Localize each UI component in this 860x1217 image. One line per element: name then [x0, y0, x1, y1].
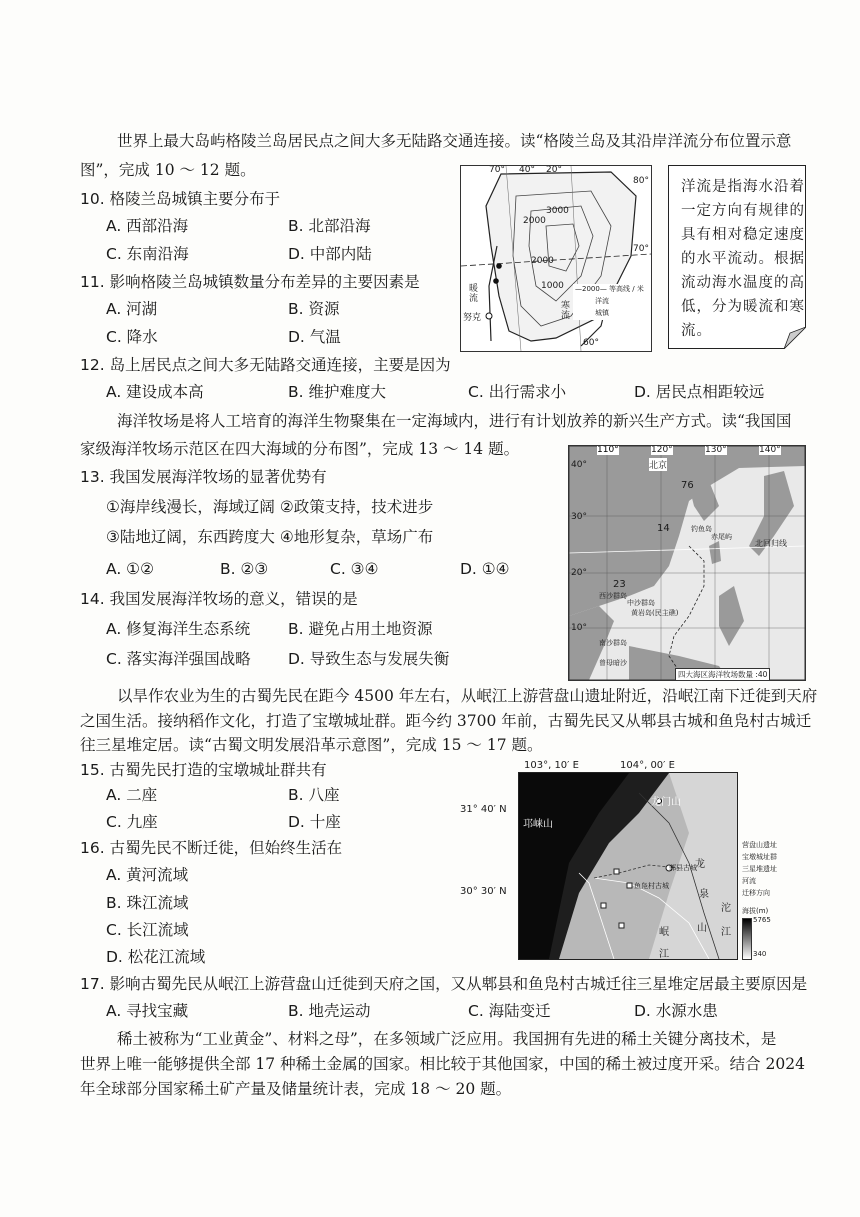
tropic-of-cancer-label: 北回归线 — [755, 539, 787, 548]
q16-option-b[interactable]: B. 珠江流域 — [106, 894, 189, 912]
q13-option-a[interactable]: A. ①② — [106, 560, 154, 578]
legend-river: 河流 — [742, 877, 756, 885]
intro-paragraph-3-line-1: 以旱作农业为生的古蜀先民在距今 4500 年左右，从岷江上游营盘山遗址附近，沿岷江南下迁徙到天府 — [117, 687, 818, 705]
contour-label-2000: 2000 — [523, 216, 546, 226]
lat-30-30: 30° 30′ N — [460, 886, 507, 897]
q10-option-a[interactable]: A. 西部沿海 — [106, 217, 189, 235]
lon-110: 110° — [597, 445, 619, 455]
map-legend: 四大海区海洋牧场数量 :40 — [675, 668, 770, 681]
intro-paragraph-2-line-2: 家级海洋牧场示范区在四大海域的分布图”，完成 13 ～ 14 题。 — [80, 440, 520, 458]
lon-140: 140° — [759, 445, 781, 455]
q14-option-b[interactable]: B. 避免占用土地资源 — [288, 620, 433, 638]
lon-104-00: 104°, 00′ E — [620, 760, 675, 771]
legend-sanxingdui: 三星堆遗址 — [742, 865, 777, 873]
q15-option-b[interactable]: B. 八座 — [288, 786, 340, 804]
q13-option-b[interactable]: B. ②③ — [220, 560, 269, 578]
qionglai-mountain-label: 邛崃山 — [523, 819, 553, 830]
ocean-current-note — [668, 165, 806, 349]
question-16-stem: 16. 古蜀先民不断迁徙，但始终生活在 — [80, 839, 343, 857]
note-line-5: 流动海水温度的高 — [681, 275, 805, 291]
q15-option-a[interactable]: A. 二座 — [106, 786, 158, 804]
min-river-label-1: 岷 — [659, 927, 669, 938]
cold-current-label: 寒流 — [561, 301, 571, 321]
greenland-lon-20: 20° — [546, 165, 562, 175]
contour-label-3000: 3000 — [546, 206, 569, 216]
note-corner-fold — [784, 327, 806, 349]
q13-option-d[interactable]: D. ①④ — [460, 560, 510, 578]
q11-option-c[interactable]: C. 降水 — [106, 328, 158, 346]
count-14: 14 — [657, 523, 670, 534]
q11-option-b[interactable]: B. 资源 — [288, 300, 340, 318]
q14-option-a[interactable]: A. 修复海洋生态系统 — [106, 620, 251, 638]
shu-terrain — [518, 772, 738, 960]
contour-label-2000b: 2000 — [531, 256, 554, 266]
greenland-lat-60: 60° — [583, 338, 599, 348]
question-10-stem: 10. 格陵兰岛城镇主要分布于 — [80, 190, 281, 208]
q17-option-a[interactable]: A. 寻找宝藏 — [106, 1002, 189, 1020]
question-11-stem: 11. 影响格陵兰岛城镇数量分布差异的主要因素是 — [80, 273, 420, 291]
note-line-7: 流。 — [681, 323, 712, 339]
xisha-label: 西沙群岛 — [599, 592, 627, 600]
lon-130: 130° — [705, 445, 727, 455]
intro-paragraph-1-line-2: 图”，完成 10 ～ 12 题。 — [80, 161, 256, 179]
legend-migration: 迁移方向 — [742, 889, 770, 897]
lat-31-40: 31° 40′ N — [460, 804, 507, 815]
question-17-stem: 17. 影响古蜀先民从岷江上游营盘山迁徙到天府之国，又从郫县和鱼凫村古城迁往三星堆定居最主要原因是 — [80, 975, 808, 993]
nuuk-label: 努克 — [463, 313, 482, 323]
q10-option-c[interactable]: C. 东南沿海 — [106, 245, 189, 263]
note-line-3: 具有相对稳定速度 — [681, 227, 805, 243]
q15-option-c[interactable]: C. 九座 — [106, 813, 158, 831]
intro-paragraph-1-line-1: 世界上最大岛屿格陵兰岛居民点之间大多无陆路交通连接。读“格陵兰岛及其沿岸洋流分布位置示意 — [117, 132, 792, 150]
legend-town: 城镇 — [595, 309, 609, 317]
greenland-lon-70: 70° — [489, 165, 505, 175]
greenland-map — [460, 165, 652, 352]
intro-paragraph-2-line-1: 海洋牧场是将人工培育的海洋生物聚集在一定海域内，进行有计划放养的新兴生产方式。读“我国国 — [117, 412, 792, 430]
beijing-label: 北京 — [649, 458, 667, 471]
q16-option-a[interactable]: A. 黄河流域 — [106, 866, 189, 884]
question-13-stem: 13. 我国发展海洋牧场的显著优势有 — [80, 468, 327, 486]
altitude-title: 海拔(m) — [742, 907, 769, 915]
q13-statements-1: ①海岸线漫长，海域辽阔 ②政策支持，技术进步 — [106, 498, 434, 516]
count-76: 76 — [681, 480, 694, 491]
question-12-stem: 12. 岛上居民点之间大多无陆路交通连接，主要是因为 — [80, 356, 451, 374]
lat-40: 40° — [571, 460, 587, 470]
q10-option-b[interactable]: B. 北部沿海 — [288, 217, 371, 235]
q17-option-b[interactable]: B. 地壳运动 — [288, 1002, 371, 1020]
q17-option-d[interactable]: D. 水源水患 — [634, 1002, 718, 1020]
note-line-1: 洋流是指海水沿着 — [681, 179, 805, 195]
zhongsha-label: 中沙群岛 — [627, 599, 655, 607]
q11-option-a[interactable]: A. 河湖 — [106, 300, 158, 318]
lat-20: 20° — [571, 568, 587, 578]
min-river-label-2: 江 — [659, 949, 669, 960]
pixian-label: 郫县古城 — [669, 864, 697, 872]
q11-option-d[interactable]: D. 气温 — [288, 328, 341, 346]
q12-option-b[interactable]: B. 维护难度大 — [288, 383, 386, 401]
lat-30: 30° — [571, 512, 587, 522]
diaoyu-label: 钓鱼岛 — [691, 525, 712, 533]
question-14-stem: 14. 我国发展海洋牧场的意义，错误的是 — [80, 590, 358, 608]
note-line-4: 的水平流动。根据 — [681, 251, 805, 267]
longquan-label-1: 龙 — [695, 859, 705, 870]
lon-103-10: 103°, 10′ E — [524, 760, 579, 771]
q16-option-d[interactable]: D. 松花江流域 — [106, 948, 206, 966]
contour-label-1000: 1000 — [541, 281, 564, 291]
lon-120: 120° — [651, 445, 673, 455]
longquan-label-2: 泉 — [699, 889, 709, 900]
q13-statements-2: ③陆地辽阔，东西跨度大 ④地形复杂，草场广布 — [106, 528, 434, 546]
longmen-mountain-label: 龙门山 — [651, 797, 681, 808]
q14-option-d[interactable]: D. 导致生态与发展失衡 — [288, 650, 450, 668]
legend-yingpanshan: 营盘山遗址 — [742, 841, 777, 849]
legend-current: 洋流 — [595, 297, 609, 305]
lat-10: 10° — [571, 623, 587, 633]
altitude-scale-bar — [742, 918, 752, 960]
q12-option-c[interactable]: C. 出行需求小 — [468, 383, 567, 401]
tuojiang-label-2: 江 — [721, 927, 731, 938]
q10-option-d[interactable]: D. 中部内陆 — [288, 245, 372, 263]
yufu-label: 鱼凫村古城 — [634, 882, 669, 890]
intro-paragraph-3-line-2: 之国生活。接纳稻作文化，打造了宝墩城址群。距今约 3700 年前，古蜀先民又从郫县古城和鱼凫村古城迁 — [80, 712, 812, 730]
legend-baodun: 宝墩城址群 — [742, 853, 777, 861]
greenland-map-graphic — [461, 166, 651, 351]
q17-option-c[interactable]: C. 海陆变迁 — [468, 1002, 551, 1020]
greenland-lon-40: 40° — [519, 165, 535, 175]
intro-paragraph-3-line-3: 往三星堆定居。读“古蜀文明发展沿革示意图”，完成 15 ～ 17 题。 — [80, 736, 543, 754]
legend-contour: —2000— 等高线 / 米 — [575, 285, 644, 293]
zengmu-label: 曾母暗沙 — [599, 659, 627, 667]
q15-option-d[interactable]: D. 十座 — [288, 813, 341, 831]
altitude-max: 5765 — [753, 916, 771, 924]
q14-option-c[interactable]: C. 落实海洋强国战略 — [106, 650, 251, 668]
greenland-lat-80: 80° — [633, 176, 649, 186]
q16-option-c[interactable]: C. 长江流域 — [106, 921, 189, 939]
shu-civilization-map — [462, 760, 782, 960]
note-line-6: 低，分为暖流和寒 — [681, 299, 805, 315]
chiwei-label: 赤尾屿 — [711, 533, 732, 541]
count-23: 23 — [613, 579, 626, 590]
intro-paragraph-4-line-2: 世界上唯一能够提供全部 17 种稀土金属的国家。相比较于其他国家，中国的稀土被过度开采。结合 2024 — [80, 1055, 805, 1073]
intro-paragraph-4-line-1: 稀土被称为“工业黄金”、材料之母”，在多领域广泛应用。我国拥有先进的稀土关键分离技术，是 — [117, 1030, 777, 1048]
q12-option-d[interactable]: D. 居民点相距较远 — [634, 383, 765, 401]
nansha-label: 南沙群岛 — [599, 639, 627, 647]
question-15-stem: 15. 古蜀先民打造的宝墩城址群共有 — [80, 761, 327, 779]
greenland-lat-70: 70° — [633, 244, 649, 254]
intro-paragraph-4-line-3: 年全球部分国家稀土矿产量及储量统计表，完成 18 ～ 20 题。 — [80, 1080, 512, 1098]
huangyan-label: 黄岩岛(民主礁) — [631, 609, 679, 617]
q12-option-a[interactable]: A. 建设成本高 — [106, 383, 204, 401]
tuojiang-label-1: 沱 — [721, 903, 731, 914]
warm-current-label: 暖流 — [469, 284, 479, 304]
q13-option-c[interactable]: C. ③④ — [330, 560, 379, 578]
altitude-min: 340 — [753, 950, 767, 958]
longquan-label-3: 山 — [697, 923, 707, 934]
note-line-2: 一定方向有规律的 — [681, 203, 805, 219]
china-sea-map — [568, 445, 806, 681]
